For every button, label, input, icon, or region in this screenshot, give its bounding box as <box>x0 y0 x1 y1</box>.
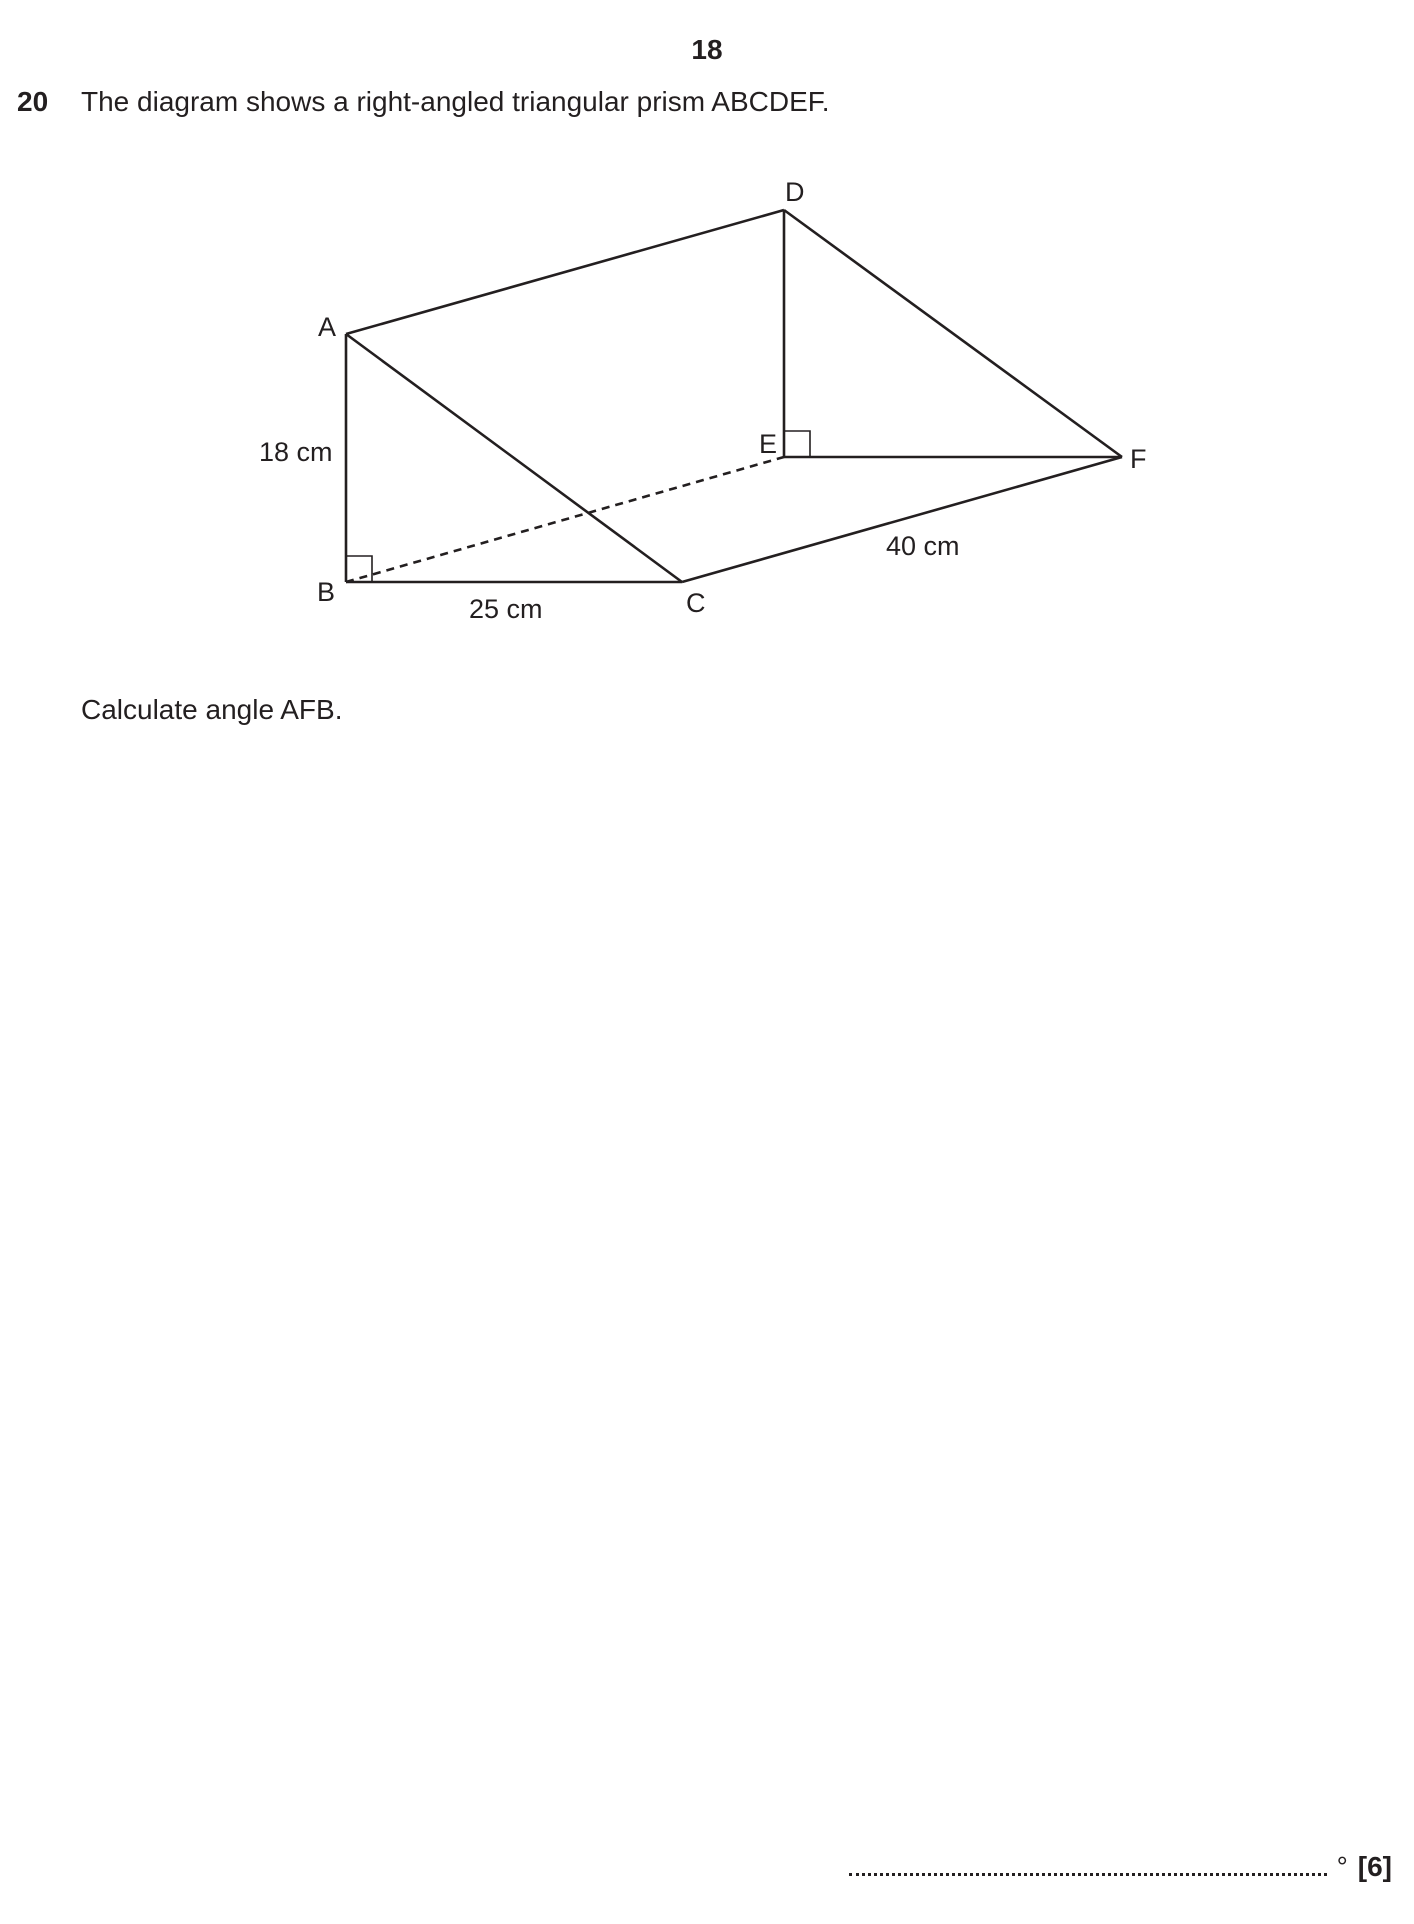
vertex-label-d: D <box>785 177 805 207</box>
edge-be-hidden <box>346 457 784 582</box>
right-angle-marker-b <box>346 556 372 582</box>
question-text: The diagram shows a right-angled triangular prism ABCDEF. <box>81 86 830 117</box>
vertex-label-f: F <box>1130 444 1147 474</box>
vertex-label-c: C <box>686 588 706 618</box>
vertex-label-a: A <box>318 312 337 342</box>
degree-unit: ° <box>1336 1851 1348 1882</box>
right-angle-marker-e <box>784 431 810 457</box>
dimension-label-bc: 25 cm <box>469 594 543 624</box>
question-instruction: Calculate angle AFB. <box>81 694 343 725</box>
edge-df <box>784 210 1122 457</box>
vertex-label-e: E <box>759 429 778 459</box>
question-number: 20 <box>17 86 49 117</box>
answer-line <box>849 1851 1392 1883</box>
marks-label: [6] <box>1357 1851 1392 1882</box>
page-number: 18 <box>691 34 723 65</box>
prism-diagram <box>0 0 1414 650</box>
edge-ac <box>346 334 682 582</box>
vertex-label-b: B <box>317 577 336 607</box>
dimension-label-cf: 40 cm <box>886 531 960 561</box>
edge-cf <box>682 457 1122 582</box>
answer-field[interactable] <box>849 1872 1327 1876</box>
dimension-label-ab: 18 cm <box>259 437 333 467</box>
edge-ad <box>346 210 784 334</box>
